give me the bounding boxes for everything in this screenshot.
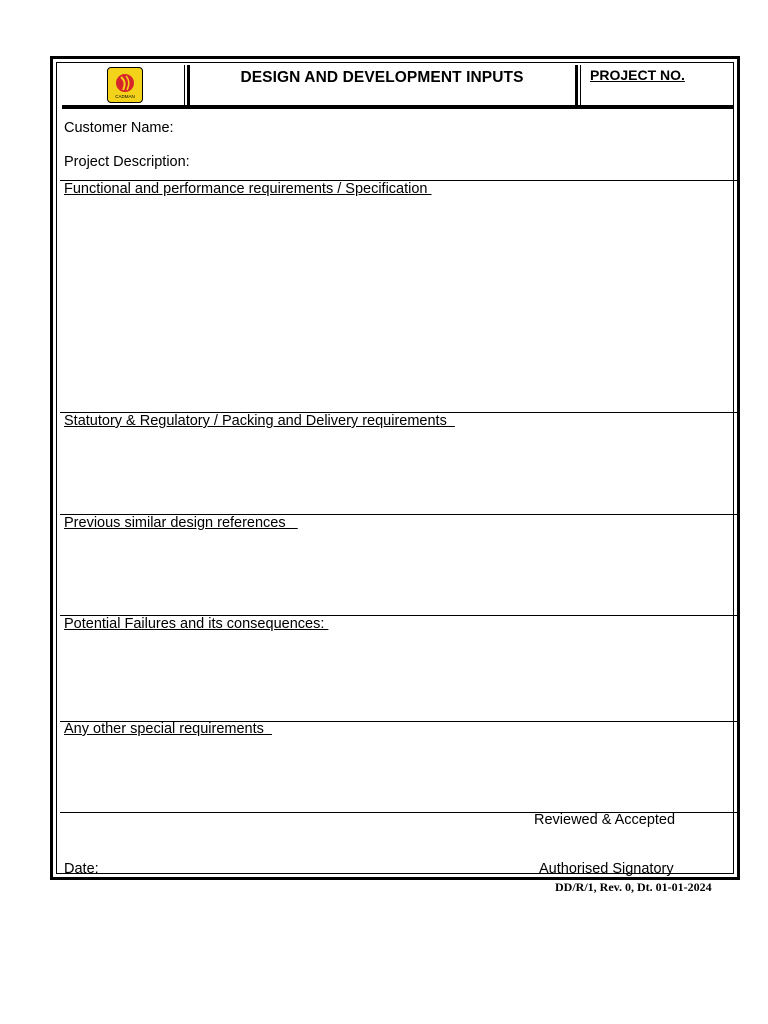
project-description-label: Project Description: — [64, 154, 190, 170]
header-divider — [575, 65, 578, 107]
header-divider — [184, 65, 185, 107]
header-bottom-rule — [62, 105, 734, 109]
form-title: DESIGN AND DEVELOPMENT INPUTS — [240, 69, 524, 86]
reviewed-accepted-label: Reviewed & Accepted — [534, 812, 676, 828]
header-divider — [580, 65, 581, 107]
section-heading-previous-designs: Previous similar design references — [64, 515, 298, 531]
date-label: Date: — [64, 861, 99, 877]
logo-text: CADMAN — [115, 94, 135, 99]
section-heading-potential-failures: Potential Failures and its consequences: — [64, 616, 329, 632]
form-inner-border — [56, 62, 734, 877]
form-outer-border — [50, 56, 740, 880]
logo-emblem-icon — [110, 70, 140, 100]
header-divider — [187, 65, 190, 107]
customer-name-label: Customer Name: — [64, 120, 174, 136]
section-heading-functional-requirements: Functional and performance requirements / Specification — [64, 181, 432, 197]
section-heading-special-requirements: Any other special requirements — [64, 721, 272, 737]
company-logo — [107, 67, 143, 103]
authorised-signatory-label: Authorised Signatory — [539, 861, 674, 877]
project-number-label: PROJECT NO. — [590, 67, 685, 83]
document-reference: DD/R/1, Rev. 0, Dt. 01-01-2024 — [555, 880, 712, 894]
section-heading-statutory-requirements: Statutory & Regulatory / Packing and Delivery requirements — [64, 413, 455, 429]
